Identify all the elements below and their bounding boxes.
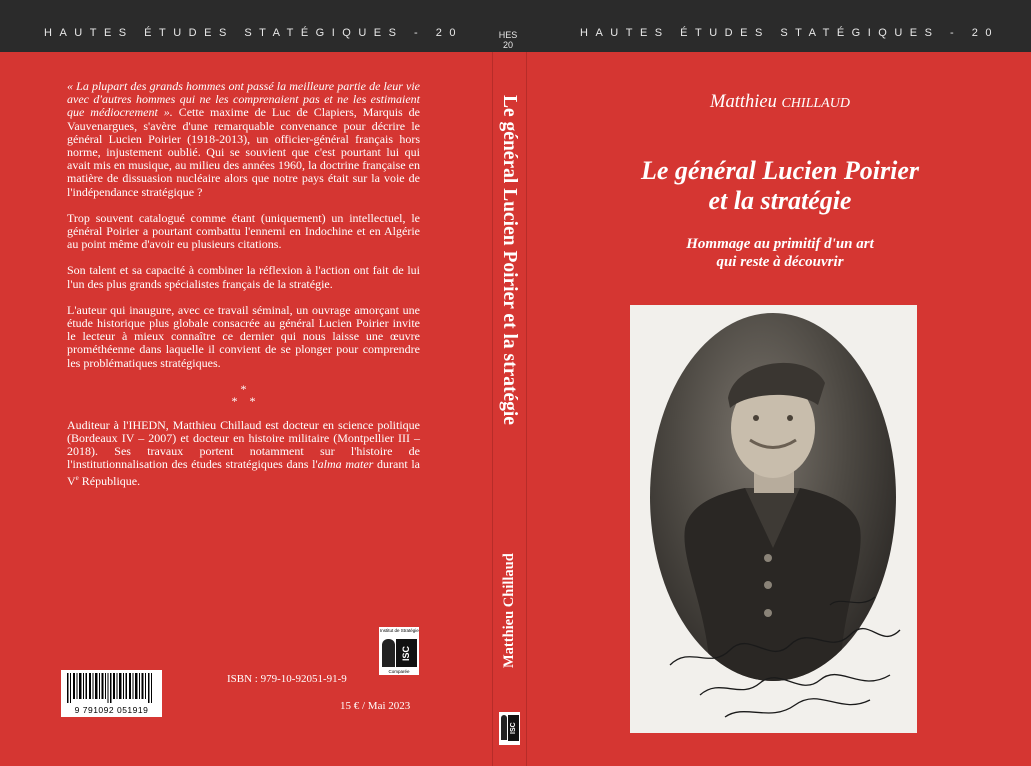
publisher-logo-bottom-text: Comparée [388,669,410,674]
back-paragraph-2: Trop souvent catalogué comme étant (uniquement) un intellectuel, le général Poirier a pourtant combattu l'ennemi en Indochine et en Algérie au point même d'avoir eu plusieurs citations. [67,210,420,252]
author-bio-italic: alma mater [317,457,374,472]
spine-author: Matthieu Chillaud [501,553,517,669]
handwritten-signature-icon [630,305,917,733]
barcode [61,670,162,717]
back-cover-text [67,80,420,501]
isbn: ISBN : 979-10-92051-91-9 [227,673,347,685]
back-paragraph-4: L'auteur qui inaugure, avec ce travail séminal, un ouvrage amorçant une étude historique plus globale consacrée au général Lucien Poirier invite le lecteur à mieux connaître ce dernier qui nous laisse une œuvre prométhéenne dans laquelle il convient de se plonger pour comprendre les problématiques stratégiques. [67,302,420,370]
author-bio [67,419,420,488]
spine-fold-left [492,52,493,766]
spine-series-abbrev: HES [498,30,518,40]
epigraph-quote: « La plupart des grands hommes ont passé la meilleure partie de leur vie avec d'autres hommes qui ne les comprenaient pas et ne les estimaient que médiocrement ». [67,79,420,120]
author-bio-part-c: République. [78,473,141,488]
front-author-first: Matthieu [710,92,782,112]
front-author [560,92,1000,113]
spine-title: Le général Lucien Poirier et la stratégie [499,95,520,425]
spine-statue-icon [501,715,507,740]
author-bio-superscript: e [75,473,79,482]
separator-asterisks-bottom: * * [231,393,256,408]
back-paragraph-1 [67,80,420,199]
series-label-front: HAUTES ÉTUDES STATÉGIQUES - 20 [580,27,999,39]
barcode-bars-icon [67,673,156,703]
publisher-logo-top-text: Institut de Stratégie [380,628,419,633]
spine-series-code [493,30,523,50]
front-subtitle-line-2: qui reste à découvrir [716,254,844,270]
portrait-photo [630,305,917,733]
spine-fold-right [526,52,527,766]
price-date: 15 € / Mai 2023 [340,700,411,712]
spine-publisher-logo [499,712,520,745]
barcode-number: 9 791092 051919 [74,705,149,715]
series-label-back: HAUTES ÉTUDES STATÉGIQUES - 20 [44,27,463,39]
front-title-line-1: Le général Lucien Poirier [640,156,919,185]
front-subtitle-line-1: Hommage au primitif d'un art [686,236,874,252]
front-author-last: CHILLAUD [781,96,850,111]
front-title [560,156,1000,216]
front-subtitle [560,235,1000,271]
front-title-line-2: et la stratégie [708,186,852,215]
statue-icon [382,639,395,667]
publisher-logo [379,627,419,675]
author-bio-part-a: Auditeur à l'IHEDN, Matthieu Chillaud est docteur en science politique (Bordeaux IV – 2007) et docteur en histoire militaire (Montpellier III – 2018). Ses travaux portent notamment sur l'histoire de l'institutionnalisation des études stratégiques dans l' [67,417,420,472]
section-separator [67,383,420,407]
back-paragraph-3: Son talent et sa capacité à combiner la réflexion à l'action ont fait de lui l'un des plus grands spécialistes français de la stratégie. [67,263,420,291]
spine-logo-mark: ISC [508,715,519,741]
spine-series-number: 20 [502,40,513,50]
back-paragraph-1-rest: Cette maxime de Luc de Clapiers, Marquis de Vauvenargues, s'avère d'une remarquable convenance pour décrire le général Lucien Poirier (1918-2013), un officier-général français hors norme, injustement oublié. Qui se souvient que c'est pourtant lui qui avait mis en musique, au milieu des années 1960, la doctrine française en matière de dissuasion nucléaire alors que notre pays était sur la voie de l'indépendance stratégique ? [67,105,420,199]
publisher-logo-mark: ISC [396,639,417,667]
separator-asterisk-top: * [240,381,247,396]
author-bio-part-b: durant la V [67,457,420,488]
